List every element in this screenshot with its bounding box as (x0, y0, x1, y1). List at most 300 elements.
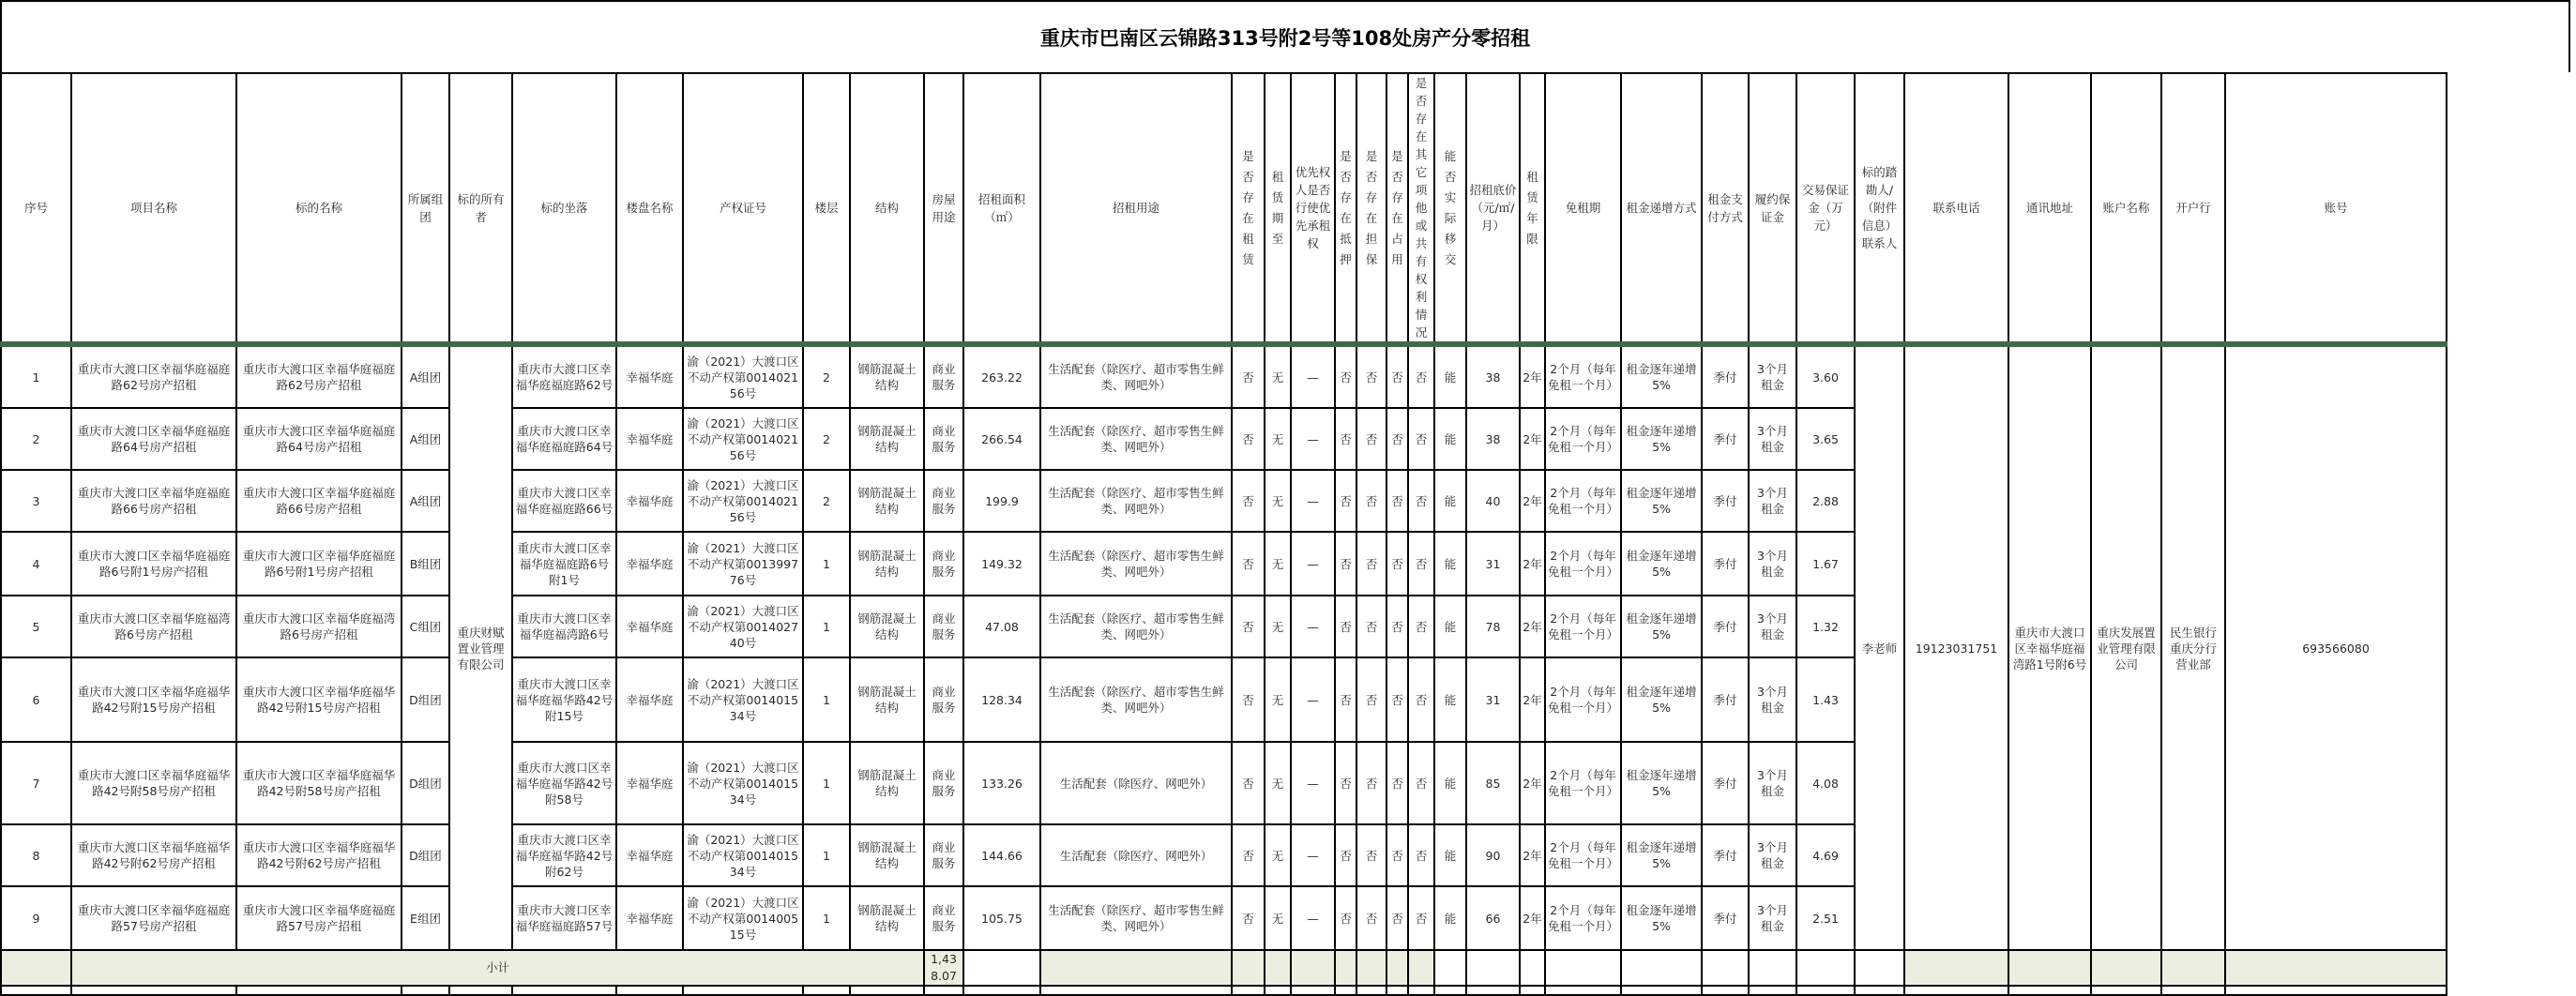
header-address[interactable]: 通讯地址 (2008, 73, 2091, 344)
cell-priority-right[interactable]: — (1291, 532, 1335, 596)
cell-subject-name[interactable]: 重庆市大渡口区幸福华庭福华路42号附15号房产招租 (236, 657, 402, 742)
sheet-title-cell[interactable] (0, 0, 2570, 72)
cell-rent-increase[interactable]: 租金逐年递增5% (1621, 470, 1702, 532)
cell-group[interactable]: D组团 (402, 742, 449, 824)
subtotal-empty-cell[interactable] (1291, 950, 1335, 986)
cell-seq[interactable]: 7 (1, 742, 71, 824)
cell-base-price[interactable]: 40 (1466, 470, 1520, 532)
header-can-transfer[interactable] (1434, 73, 1466, 344)
cell-estate[interactable]: 幸福华庭 (616, 408, 683, 470)
cell-priority-right[interactable]: — (1291, 824, 1335, 886)
subtotal-empty-cell[interactable] (1386, 950, 1408, 986)
cell-cert[interactable]: 渝（2021）大渡口区不动产权第001402156号 (683, 344, 803, 408)
cell-mortgage[interactable]: 否 (1335, 596, 1356, 657)
cell-lease-years[interactable]: 2年 (1520, 344, 1545, 408)
cell-has-lease[interactable]: 否 (1232, 886, 1265, 950)
subtotal-empty-cell[interactable] (1520, 950, 1545, 986)
cell-has-lease[interactable]: 否 (1232, 824, 1265, 886)
cell-floor[interactable]: 2 (803, 408, 850, 470)
cell-structure[interactable]: 钢筋混凝土结构 (850, 824, 924, 886)
cell-account-name-merged[interactable]: 重庆发展置业管理有限公司 (2091, 344, 2161, 950)
cell-rent-increase[interactable]: 租金逐年递增5% (1621, 596, 1702, 657)
cell-occupied[interactable]: 否 (1386, 657, 1408, 742)
cell-cert[interactable]: 渝（2021）大渡口区不动产权第001401534号 (683, 657, 803, 742)
cell-occupied[interactable]: 否 (1386, 470, 1408, 532)
cell-location[interactable]: 重庆市大渡口区幸福华庭福庭路64号 (512, 408, 616, 470)
header-lease-use[interactable]: 招租用途 (1040, 73, 1232, 344)
cell-other-rights[interactable]: 否 (1408, 532, 1434, 596)
cell-rent-free[interactable]: 2个月（每年免租一个月） (1545, 470, 1621, 532)
cell-location[interactable]: 重庆市大渡口区幸福华庭福庭路6号附1号 (512, 532, 616, 596)
cell-cert[interactable]: 渝（2021）大渡口区不动产权第001400515号 (683, 886, 803, 950)
cell-lease-use[interactable]: 生活配套（除医疗、超市零售生鲜类、网吧外） (1040, 344, 1232, 408)
cell-payment[interactable]: 季付 (1702, 886, 1749, 950)
cell-project-name[interactable]: 重庆市大渡口区幸福华庭福庭路57号房产招租 (71, 886, 236, 950)
cell-house-use[interactable]: 商业服务 (924, 742, 963, 824)
header-trade-deposit[interactable]: 交易保证金（万元） (1796, 73, 1855, 344)
cell-area[interactable]: 149.32 (963, 532, 1040, 596)
cell-structure[interactable]: 钢筋混凝土结构 (850, 470, 924, 532)
cell-other-rights[interactable]: 否 (1408, 596, 1434, 657)
cell-base-price[interactable]: 31 (1466, 532, 1520, 596)
subtotal-empty-cell[interactable] (1265, 950, 1291, 986)
cell-address-merged[interactable]: 重庆市大渡口区幸福华庭福湾路1号附6号 (2008, 344, 2091, 950)
subtotal-empty-cell[interactable] (1855, 950, 1904, 986)
cell-performance-deposit[interactable]: 3个月租金 (1749, 408, 1796, 470)
cell-structure[interactable]: 钢筋混凝土结构 (850, 596, 924, 657)
cell-can-transfer[interactable]: 能 (1434, 657, 1466, 742)
cell-area[interactable]: 128.34 (963, 657, 1040, 742)
cell-mortgage[interactable]: 否 (1335, 408, 1356, 470)
cell-performance-deposit[interactable]: 3个月租金 (1749, 742, 1796, 824)
cell-rent-free[interactable]: 2个月（每年免租一个月） (1545, 532, 1621, 596)
cell-seq[interactable]: 5 (1, 596, 71, 657)
cell-lease-years[interactable]: 2年 (1520, 470, 1545, 532)
cell-group[interactable]: A组团 (402, 470, 449, 532)
cell-occupied[interactable]: 否 (1386, 742, 1408, 824)
cell-guarantee[interactable]: 否 (1356, 470, 1386, 532)
cell-area[interactable]: 199.9 (963, 470, 1040, 532)
cell-guarantee[interactable]: 否 (1356, 532, 1386, 596)
cell-floor[interactable]: 1 (803, 596, 850, 657)
cell-priority-right[interactable]: — (1291, 886, 1335, 950)
cell-area[interactable]: 144.66 (963, 824, 1040, 886)
subtotal-empty-cell[interactable] (1796, 950, 1855, 986)
header-owner[interactable]: 标的所有者 (449, 73, 512, 344)
cell-rent-increase[interactable]: 租金逐年递增5% (1621, 886, 1702, 950)
cell-payment[interactable]: 季付 (1702, 532, 1749, 596)
header-estate-name[interactable]: 楼盘名称 (616, 73, 683, 344)
cell-lease-years[interactable]: 2年 (1520, 657, 1545, 742)
cell-base-price[interactable]: 38 (1466, 344, 1520, 408)
header-has-lease[interactable] (1232, 73, 1265, 344)
header-account-name[interactable]: 账户名称 (2091, 73, 2161, 344)
cell-trade-deposit[interactable]: 4.08 (1796, 742, 1855, 824)
subtotal-empty-cell[interactable] (1335, 950, 1356, 986)
cell-payment[interactable]: 季付 (1702, 408, 1749, 470)
header-rent-increase[interactable]: 租金递增方式 (1621, 73, 1702, 344)
subtotal-empty-cell[interactable] (1749, 950, 1796, 986)
cell-priority-right[interactable]: — (1291, 470, 1335, 532)
cell-occupied[interactable]: 否 (1386, 344, 1408, 408)
cell-priority-right[interactable]: — (1291, 657, 1335, 742)
cell-rent-increase[interactable]: 租金逐年递增5% (1621, 532, 1702, 596)
cell-occupied[interactable]: 否 (1386, 596, 1408, 657)
cell-priority-right[interactable]: — (1291, 344, 1335, 408)
cell-mortgage[interactable]: 否 (1335, 532, 1356, 596)
cell-has-lease[interactable]: 否 (1232, 596, 1265, 657)
cell-occupied[interactable]: 否 (1386, 824, 1408, 886)
cell-rent-increase[interactable]: 租金逐年递增5% (1621, 742, 1702, 824)
header-seq[interactable]: 序号 (1, 73, 71, 344)
cell-priority-right[interactable]: — (1291, 408, 1335, 470)
cell-trade-deposit[interactable]: 1.32 (1796, 596, 1855, 657)
cell-mortgage[interactable]: 否 (1335, 657, 1356, 742)
cell-project-name[interactable]: 重庆市大渡口区幸福华庭福湾路6号房产招租 (71, 596, 236, 657)
cell-seq[interactable]: 3 (1, 470, 71, 532)
cell-cert[interactable]: 渝（2021）大渡口区不动产权第001401534号 (683, 824, 803, 886)
cell-can-transfer[interactable]: 能 (1434, 886, 1466, 950)
cell-estate[interactable]: 幸福华庭 (616, 886, 683, 950)
cell-lease-use[interactable]: 生活配套（除医疗、网吧外） (1040, 742, 1232, 824)
cell-group[interactable]: A组团 (402, 408, 449, 470)
cell-estate[interactable]: 幸福华庭 (616, 470, 683, 532)
cell-performance-deposit[interactable]: 3个月租金 (1749, 657, 1796, 742)
cell-lease-until[interactable]: 无 (1265, 886, 1291, 950)
header-house-use[interactable]: 房屋用途 (924, 73, 963, 344)
cell-seq[interactable]: 1 (1, 344, 71, 408)
cell-lease-years[interactable]: 2年 (1520, 742, 1545, 824)
cell-base-price[interactable]: 31 (1466, 657, 1520, 742)
cell-location[interactable]: 重庆市大渡口区幸福华庭福华路42号附15号 (512, 657, 616, 742)
cell-lease-years[interactable]: 2年 (1520, 596, 1545, 657)
cell-floor[interactable]: 1 (803, 532, 850, 596)
cell-rent-increase[interactable]: 租金逐年递增5% (1621, 344, 1702, 408)
cell-performance-deposit[interactable]: 3个月租金 (1749, 344, 1796, 408)
header-floor[interactable]: 楼层 (803, 73, 850, 344)
cell-can-transfer[interactable]: 能 (1434, 596, 1466, 657)
cell-mortgage[interactable]: 否 (1335, 470, 1356, 532)
cell-can-transfer[interactable]: 能 (1434, 742, 1466, 824)
subtotal-lease-use-cell[interactable] (963, 950, 1040, 986)
header-priority-right[interactable]: 优先权人是否行使优先承租权 (1291, 73, 1335, 344)
cell-house-use[interactable]: 商业服务 (924, 886, 963, 950)
cell-structure[interactable]: 钢筋混凝土结构 (850, 532, 924, 596)
cell-house-use[interactable]: 商业服务 (924, 532, 963, 596)
cell-guarantee[interactable]: 否 (1356, 408, 1386, 470)
cell-other-rights[interactable]: 否 (1408, 470, 1434, 532)
header-phone[interactable]: 联系电话 (1904, 73, 2008, 344)
header-rent-free[interactable]: 免租期 (1545, 73, 1621, 344)
cell-lease-until[interactable]: 无 (1265, 596, 1291, 657)
cell-guarantee[interactable]: 否 (1356, 886, 1386, 950)
cell-structure[interactable]: 钢筋混凝土结构 (850, 344, 924, 408)
cell-guarantee[interactable]: 否 (1356, 657, 1386, 742)
cell-floor[interactable]: 2 (803, 470, 850, 532)
header-guarantee[interactable] (1356, 73, 1386, 344)
cell-location[interactable]: 重庆市大渡口区幸福华庭福华路42号附58号 (512, 742, 616, 824)
cell-trade-deposit[interactable]: 2.88 (1796, 470, 1855, 532)
cell-mortgage[interactable]: 否 (1335, 824, 1356, 886)
header-structure[interactable]: 结构 (850, 73, 924, 344)
subtotal-empty-cell[interactable] (1232, 950, 1265, 986)
cell-area[interactable]: 263.22 (963, 344, 1040, 408)
cell-trade-deposit[interactable]: 1.67 (1796, 532, 1855, 596)
cell-lease-use[interactable]: 生活配套（除医疗、超市零售生鲜类、网吧外） (1040, 470, 1232, 532)
cell-guarantee[interactable]: 否 (1356, 742, 1386, 824)
cell-project-name[interactable]: 重庆市大渡口区幸福华庭福庭路62号房产招租 (71, 344, 236, 408)
cell-lease-until[interactable]: 无 (1265, 344, 1291, 408)
cell-subject-name[interactable]: 重庆市大渡口区幸福华庭福华路42号附58号房产招租 (236, 742, 402, 824)
cell-area[interactable]: 266.54 (963, 408, 1040, 470)
header-subject-name[interactable]: 标的名称 (236, 73, 402, 344)
subtotal-empty-cell[interactable] (1621, 950, 1702, 986)
cell-cert[interactable]: 渝（2021）大渡口区不动产权第001401534号 (683, 742, 803, 824)
cell-location[interactable]: 重庆市大渡口区幸福华庭福庭路57号 (512, 886, 616, 950)
cell-base-price[interactable]: 78 (1466, 596, 1520, 657)
subtotal-empty-cell[interactable] (1904, 950, 2008, 986)
header-lease-until[interactable] (1265, 73, 1291, 344)
subtotal-empty-cell[interactable] (1545, 950, 1621, 986)
cell-structure[interactable]: 钢筋混凝土结构 (850, 657, 924, 742)
cell-house-use[interactable]: 商业服务 (924, 824, 963, 886)
cell-group[interactable]: C组团 (402, 596, 449, 657)
header-base-price[interactable]: 招租底价（元/㎡/月） (1466, 73, 1520, 344)
cell-rent-free[interactable]: 2个月（每年免租一个月） (1545, 344, 1621, 408)
subtotal-empty-cell[interactable] (1040, 950, 1232, 986)
cell-cert[interactable]: 渝（2021）大渡口区不动产权第001402156号 (683, 470, 803, 532)
cell-house-use[interactable]: 商业服务 (924, 470, 963, 532)
cell-has-lease[interactable]: 否 (1232, 742, 1265, 824)
cell-occupied[interactable]: 否 (1386, 532, 1408, 596)
cell-mortgage[interactable]: 否 (1335, 344, 1356, 408)
cell-rent-free[interactable]: 2个月（每年免租一个月） (1545, 886, 1621, 950)
cell-rent-increase[interactable]: 租金逐年递增5% (1621, 657, 1702, 742)
cell-has-lease[interactable]: 否 (1232, 657, 1265, 742)
cell-lease-years[interactable]: 2年 (1520, 824, 1545, 886)
cell-account-no-merged[interactable]: 693566080 (2225, 344, 2447, 950)
cell-other-rights[interactable]: 否 (1408, 344, 1434, 408)
subtotal-empty-cell[interactable] (1356, 950, 1386, 986)
cell-performance-deposit[interactable]: 3个月租金 (1749, 596, 1796, 657)
cell-lease-years[interactable]: 2年 (1520, 886, 1545, 950)
header-group[interactable]: 所属组团 (402, 73, 449, 344)
cell-cert[interactable]: 渝（2021）大渡口区不动产权第001399776号 (683, 532, 803, 596)
cell-estate[interactable]: 幸福华庭 (616, 596, 683, 657)
cell-project-name[interactable]: 重庆市大渡口区幸福华庭福华路42号附62号房产招租 (71, 824, 236, 886)
cell-bank-merged[interactable]: 民生银行重庆分行营业部 (2161, 344, 2225, 950)
cell-mortgage[interactable]: 否 (1335, 742, 1356, 824)
subtotal-empty-cell[interactable] (2091, 950, 2161, 986)
cell-area[interactable]: 47.08 (963, 596, 1040, 657)
cell-area[interactable]: 133.26 (963, 742, 1040, 824)
cell-can-transfer[interactable]: 能 (1434, 470, 1466, 532)
cell-project-name[interactable]: 重庆市大渡口区幸福华庭福华路42号附58号房产招租 (71, 742, 236, 824)
cell-rent-free[interactable]: 2个月（每年免租一个月） (1545, 657, 1621, 742)
header-payment[interactable]: 租金支付方式 (1702, 73, 1749, 344)
header-mortgage[interactable] (1335, 73, 1356, 344)
header-cert-no[interactable]: 产权证号 (683, 73, 803, 344)
cell-priority-right[interactable]: — (1291, 742, 1335, 824)
cell-trade-deposit[interactable]: 1.43 (1796, 657, 1855, 742)
cell-lease-use[interactable]: 生活配套（除医疗、超市零售生鲜类、网吧外） (1040, 886, 1232, 950)
cell-can-transfer[interactable]: 能 (1434, 408, 1466, 470)
subtotal-empty-cell[interactable] (2161, 950, 2225, 986)
cell-payment[interactable]: 季付 (1702, 657, 1749, 742)
header-area[interactable]: 招租面积（㎡） (963, 73, 1040, 344)
cell-subject-name[interactable]: 重庆市大渡口区幸福华庭福庭路62号房产招租 (236, 344, 402, 408)
cell-estate[interactable]: 幸福华庭 (616, 742, 683, 824)
header-account-no[interactable]: 账号 (2225, 73, 2447, 344)
cell-seq[interactable]: 8 (1, 824, 71, 886)
cell-subject-name[interactable]: 重庆市大渡口区幸福华庭福庭路6号附1号房产招租 (236, 532, 402, 596)
cell-estate[interactable]: 幸福华庭 (616, 657, 683, 742)
cell-location[interactable]: 重庆市大渡口区幸福华庭福庭路62号 (512, 344, 616, 408)
cell-subject-name[interactable]: 重庆市大渡口区幸福华庭福湾路6号房产招租 (236, 596, 402, 657)
cell-priority-right[interactable]: — (1291, 596, 1335, 657)
cell-rent-free[interactable]: 2个月（每年免租一个月） (1545, 596, 1621, 657)
cell-trade-deposit[interactable]: 3.65 (1796, 408, 1855, 470)
cell-project-name[interactable]: 重庆市大渡口区幸福华庭福华路42号附15号房产招租 (71, 657, 236, 742)
cell-cert[interactable]: 渝（2021）大渡口区不动产权第001402740号 (683, 596, 803, 657)
cell-performance-deposit[interactable]: 3个月租金 (1749, 886, 1796, 950)
cell-rent-free[interactable]: 2个月（每年免租一个月） (1545, 408, 1621, 470)
cell-performance-deposit[interactable]: 3个月租金 (1749, 470, 1796, 532)
cell-payment[interactable]: 季付 (1702, 344, 1749, 408)
cell-lease-until[interactable]: 无 (1265, 408, 1291, 470)
cell-seq[interactable]: 2 (1, 408, 71, 470)
cell-can-transfer[interactable]: 能 (1434, 532, 1466, 596)
cell-floor[interactable]: 1 (803, 824, 850, 886)
cell-house-use[interactable]: 商业服务 (924, 408, 963, 470)
cell-payment[interactable]: 季付 (1702, 470, 1749, 532)
cell-lease-use[interactable]: 生活配套（除医疗、网吧外） (1040, 824, 1232, 886)
cell-rent-free[interactable]: 2个月（每年免租一个月） (1545, 824, 1621, 886)
subtotal-area[interactable]: 1,438.07 (924, 950, 963, 986)
cell-seq[interactable]: 4 (1, 532, 71, 596)
cell-estate[interactable]: 幸福华庭 (616, 344, 683, 408)
cell-payment[interactable]: 季付 (1702, 596, 1749, 657)
cell-location[interactable]: 重庆市大渡口区幸福华庭福华路42号附62号 (512, 824, 616, 886)
cell-structure[interactable]: 钢筋混凝土结构 (850, 408, 924, 470)
cell-lease-use[interactable]: 生活配套（除医疗、超市零售生鲜类、网吧外） (1040, 532, 1232, 596)
cell-subject-name[interactable]: 重庆市大渡口区幸福华庭福庭路57号房产招租 (236, 886, 402, 950)
cell-other-rights[interactable]: 否 (1408, 657, 1434, 742)
cell-payment[interactable]: 季付 (1702, 824, 1749, 886)
cell-lease-years[interactable]: 2年 (1520, 408, 1545, 470)
cell-rent-increase[interactable]: 租金逐年递增5% (1621, 824, 1702, 886)
cell-can-transfer[interactable]: 能 (1434, 344, 1466, 408)
cell-occupied[interactable]: 否 (1386, 886, 1408, 950)
cell-lease-until[interactable]: 无 (1265, 470, 1291, 532)
cell-lease-until[interactable]: 无 (1265, 657, 1291, 742)
cell-project-name[interactable]: 重庆市大渡口区幸福华庭福庭路64号房产招租 (71, 408, 236, 470)
subtotal-empty-cell[interactable] (2008, 950, 2091, 986)
cell-guarantee[interactable]: 否 (1356, 596, 1386, 657)
cell-rent-free[interactable]: 2个月（每年免租一个月） (1545, 742, 1621, 824)
cell-has-lease[interactable]: 否 (1232, 470, 1265, 532)
header-performance-deposit[interactable]: 履约保证金 (1749, 73, 1796, 344)
cell-has-lease[interactable]: 否 (1232, 344, 1265, 408)
cell-other-rights[interactable]: 否 (1408, 886, 1434, 950)
cell-base-price[interactable]: 38 (1466, 408, 1520, 470)
cell-seq[interactable]: 9 (1, 886, 71, 950)
cell-other-rights[interactable]: 否 (1408, 408, 1434, 470)
cell-performance-deposit[interactable]: 3个月租金 (1749, 824, 1796, 886)
cell-has-lease[interactable]: 否 (1232, 408, 1265, 470)
cell-house-use[interactable]: 商业服务 (924, 596, 963, 657)
cell-group[interactable]: A组团 (402, 344, 449, 408)
cell-lease-until[interactable]: 无 (1265, 742, 1291, 824)
cell-contact-person-merged[interactable]: 李老师 (1855, 344, 1904, 950)
cell-group[interactable]: E组团 (402, 886, 449, 950)
cell-floor[interactable]: 1 (803, 742, 850, 824)
cell-subject-name[interactable]: 重庆市大渡口区幸福华庭福华路42号附62号房产招租 (236, 824, 402, 886)
header-project-name[interactable]: 项目名称 (71, 73, 236, 344)
header-bank[interactable]: 开户行 (2161, 73, 2225, 344)
cell-group[interactable]: D组团 (402, 824, 449, 886)
cell-lease-years[interactable]: 2年 (1520, 532, 1545, 596)
header-lease-years[interactable] (1520, 73, 1545, 344)
cell-structure[interactable]: 钢筋混凝土结构 (850, 742, 924, 824)
cell-group[interactable]: B组团 (402, 532, 449, 596)
cell-lease-use[interactable]: 生活配套（除医疗、超市零售生鲜类、网吧外） (1040, 408, 1232, 470)
cell-rent-increase[interactable]: 租金逐年递增5% (1621, 408, 1702, 470)
subtotal-empty-cell[interactable] (1408, 950, 1434, 986)
cell-trade-deposit[interactable]: 2.51 (1796, 886, 1855, 950)
cell-location[interactable]: 重庆市大渡口区幸福华庭福湾路6号 (512, 596, 616, 657)
cell-phone-merged[interactable]: 19123031751 (1904, 344, 2008, 950)
header-contact-person[interactable]: 标的踏勘人/（附件信息）联系人 (1855, 73, 1904, 344)
cell-base-price[interactable]: 85 (1466, 742, 1520, 824)
cell-floor[interactable]: 2 (803, 344, 850, 408)
cell-area[interactable]: 105.75 (963, 886, 1040, 950)
subtotal-empty-cell[interactable] (1466, 950, 1520, 986)
cell-base-price[interactable]: 66 (1466, 886, 1520, 950)
cell-guarantee[interactable]: 否 (1356, 824, 1386, 886)
subtotal-empty-cell[interactable] (2225, 950, 2447, 986)
cell-other-rights[interactable]: 否 (1408, 824, 1434, 886)
cell-seq[interactable]: 6 (1, 657, 71, 742)
subtotal-label[interactable]: 小计 (71, 950, 924, 986)
cell-floor[interactable]: 1 (803, 886, 850, 950)
subtotal-seq-cell[interactable] (1, 950, 71, 986)
cell-subject-name[interactable]: 重庆市大渡口区幸福华庭福庭路66号房产招租 (236, 470, 402, 532)
cell-estate[interactable]: 幸福华庭 (616, 532, 683, 596)
header-occupied[interactable] (1386, 73, 1408, 344)
cell-has-lease[interactable]: 否 (1232, 532, 1265, 596)
cell-owner-merged[interactable]: 重庆财赋置业管理有限公司 (449, 344, 512, 950)
cell-house-use[interactable]: 商业服务 (924, 344, 963, 408)
cell-other-rights[interactable]: 否 (1408, 742, 1434, 824)
cell-group[interactable]: D组团 (402, 657, 449, 742)
cell-performance-deposit[interactable]: 3个月租金 (1749, 532, 1796, 596)
cell-cert[interactable]: 渝（2021）大渡口区不动产权第001402156号 (683, 408, 803, 470)
header-location[interactable]: 标的坐落 (512, 73, 616, 344)
cell-payment[interactable]: 季付 (1702, 742, 1749, 824)
cell-can-transfer[interactable]: 能 (1434, 824, 1466, 886)
cell-house-use[interactable]: 商业服务 (924, 657, 963, 742)
cell-occupied[interactable]: 否 (1386, 408, 1408, 470)
cell-lease-until[interactable]: 无 (1265, 532, 1291, 596)
cell-trade-deposit[interactable]: 3.60 (1796, 344, 1855, 408)
subtotal-empty-cell[interactable] (1434, 950, 1466, 986)
cell-project-name[interactable]: 重庆市大渡口区幸福华庭福庭路66号房产招租 (71, 470, 236, 532)
subtotal-empty-cell[interactable] (1702, 950, 1749, 986)
cell-lease-use[interactable]: 生活配套（除医疗、超市零售生鲜类、网吧外） (1040, 657, 1232, 742)
cell-guarantee[interactable]: 否 (1356, 344, 1386, 408)
header-other-rights[interactable]: 是否存在其它项他或共有权利情况 (1408, 73, 1434, 344)
